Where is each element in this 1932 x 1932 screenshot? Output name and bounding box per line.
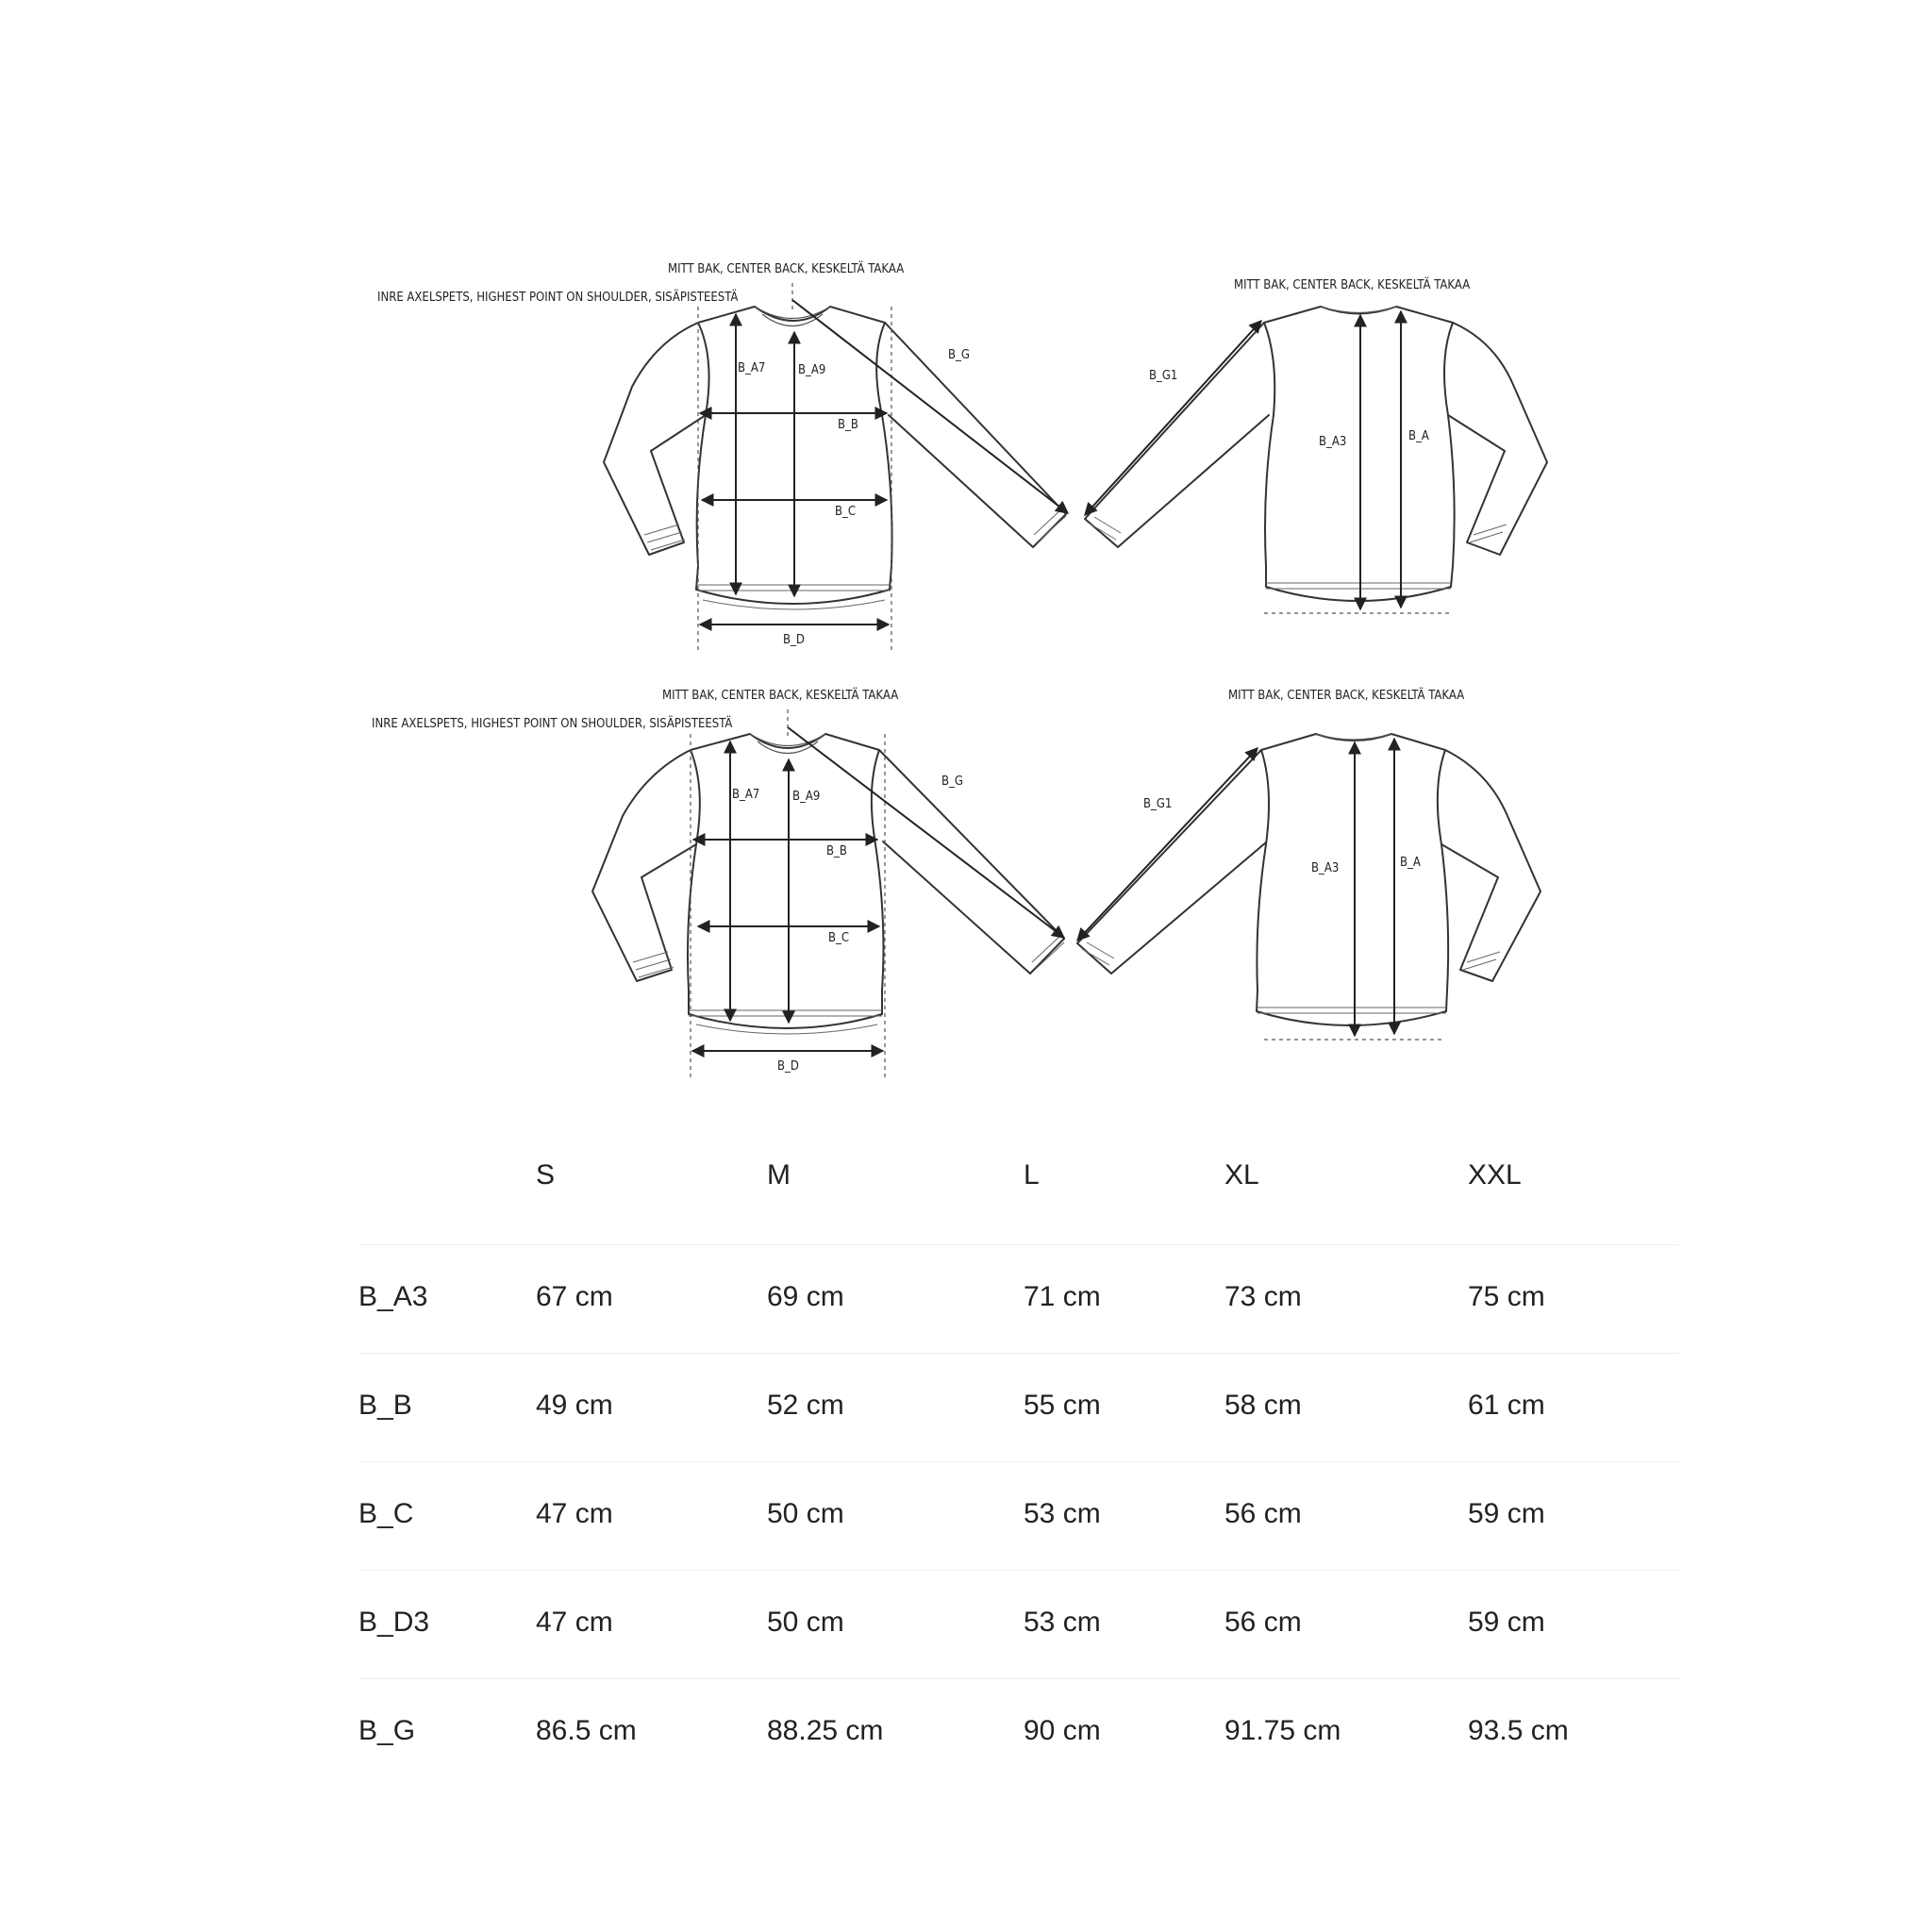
table-cell: 59 cm (1468, 1498, 1545, 1529)
table-cell: 56 cm (1224, 1607, 1302, 1638)
back-view-top (1085, 277, 1547, 613)
front-view-top (377, 261, 1068, 651)
label-b-g: B_G (948, 348, 970, 362)
table-cell: 53 cm (1024, 1498, 1101, 1529)
table-cell: 86.5 cm (536, 1715, 637, 1746)
label-b-a: B_A (1400, 856, 1421, 870)
row-label: B_A3 (358, 1281, 428, 1312)
label-b-a9: B_A9 (792, 790, 821, 804)
table-cell: 58 cm (1224, 1390, 1302, 1421)
label-b-b: B_B (826, 844, 847, 858)
table-row (358, 1354, 1679, 1462)
table-cell: 75 cm (1468, 1281, 1545, 1312)
table-cell: 67 cm (536, 1281, 613, 1312)
label-center-back: MITT BAK, CENTER BACK, KESKELTÄ TAKAA (1234, 278, 1471, 292)
header-size-xl: XL (1224, 1159, 1259, 1191)
label-center-back: MITT BAK, CENTER BACK, KESKELTÄ TAKAA (668, 262, 905, 276)
table-cell: 52 cm (767, 1390, 844, 1421)
label-b-a9: B_A9 (798, 363, 826, 377)
label-b-g1: B_G1 (1149, 369, 1178, 383)
row-label: B_G (358, 1715, 416, 1746)
row-label: B_D3 (358, 1607, 430, 1638)
row-label: B_B (358, 1390, 412, 1421)
label-b-g: B_G (941, 774, 963, 789)
table-cell: 88.25 cm (767, 1715, 884, 1746)
label-center-back: MITT BAK, CENTER BACK, KESKELTÄ TAKAA (1228, 689, 1465, 703)
label-b-a3: B_A3 (1311, 861, 1340, 875)
table-row (358, 1679, 1679, 1787)
label-b-a7: B_A7 (738, 361, 766, 375)
table-cell: 61 cm (1468, 1390, 1545, 1421)
label-b-a: B_A (1408, 429, 1429, 443)
size-table (358, 1137, 1679, 1787)
label-b-g1: B_G1 (1143, 797, 1173, 811)
table-cell: 47 cm (536, 1607, 613, 1638)
label-b-b: B_B (838, 418, 858, 432)
table-cell: 53 cm (1024, 1607, 1101, 1638)
table-cell: 55 cm (1024, 1390, 1101, 1421)
header-size-m: M (767, 1159, 791, 1191)
table-cell: 47 cm (536, 1498, 613, 1529)
table-cell: 59 cm (1468, 1607, 1545, 1638)
table-header-row (358, 1137, 1679, 1245)
table-row (358, 1462, 1679, 1571)
table-cell: 50 cm (767, 1498, 844, 1529)
header-size-s: S (536, 1159, 556, 1191)
table-cell: 56 cm (1224, 1498, 1302, 1529)
label-b-c: B_C (828, 931, 850, 945)
table-cell: 73 cm (1224, 1281, 1302, 1312)
table-cell: 93.5 cm (1468, 1715, 1569, 1746)
header-size-xxl: XXL (1468, 1159, 1522, 1191)
label-highest-point: INRE AXELSPETS, HIGHEST POINT ON SHOULDER, SISÄPISTEESTÄ (377, 291, 739, 305)
table-cell: 71 cm (1024, 1281, 1101, 1312)
back-view-bottom (1077, 688, 1541, 1040)
front-view-bottom (372, 688, 1064, 1077)
table-cell: 90 cm (1024, 1715, 1101, 1746)
table-cell: 69 cm (767, 1281, 844, 1312)
table-cell: 49 cm (536, 1390, 613, 1421)
label-b-a3: B_A3 (1319, 435, 1347, 449)
label-b-d: B_D (777, 1059, 799, 1074)
table-cell: 91.75 cm (1224, 1715, 1341, 1746)
label-b-d: B_D (783, 633, 805, 647)
row-label: B_C (358, 1498, 414, 1529)
table-row (358, 1571, 1679, 1679)
table-row (358, 1245, 1679, 1354)
header-size-l: L (1024, 1159, 1040, 1191)
label-b-c: B_C (835, 505, 857, 519)
label-center-back: MITT BAK, CENTER BACK, KESKELTÄ TAKAA (662, 689, 899, 703)
label-b-a7: B_A7 (732, 788, 760, 802)
table-cell: 50 cm (767, 1607, 844, 1638)
label-highest-point: INRE AXELSPETS, HIGHEST POINT ON SHOULDER, SISÄPISTEESTÄ (372, 717, 733, 731)
